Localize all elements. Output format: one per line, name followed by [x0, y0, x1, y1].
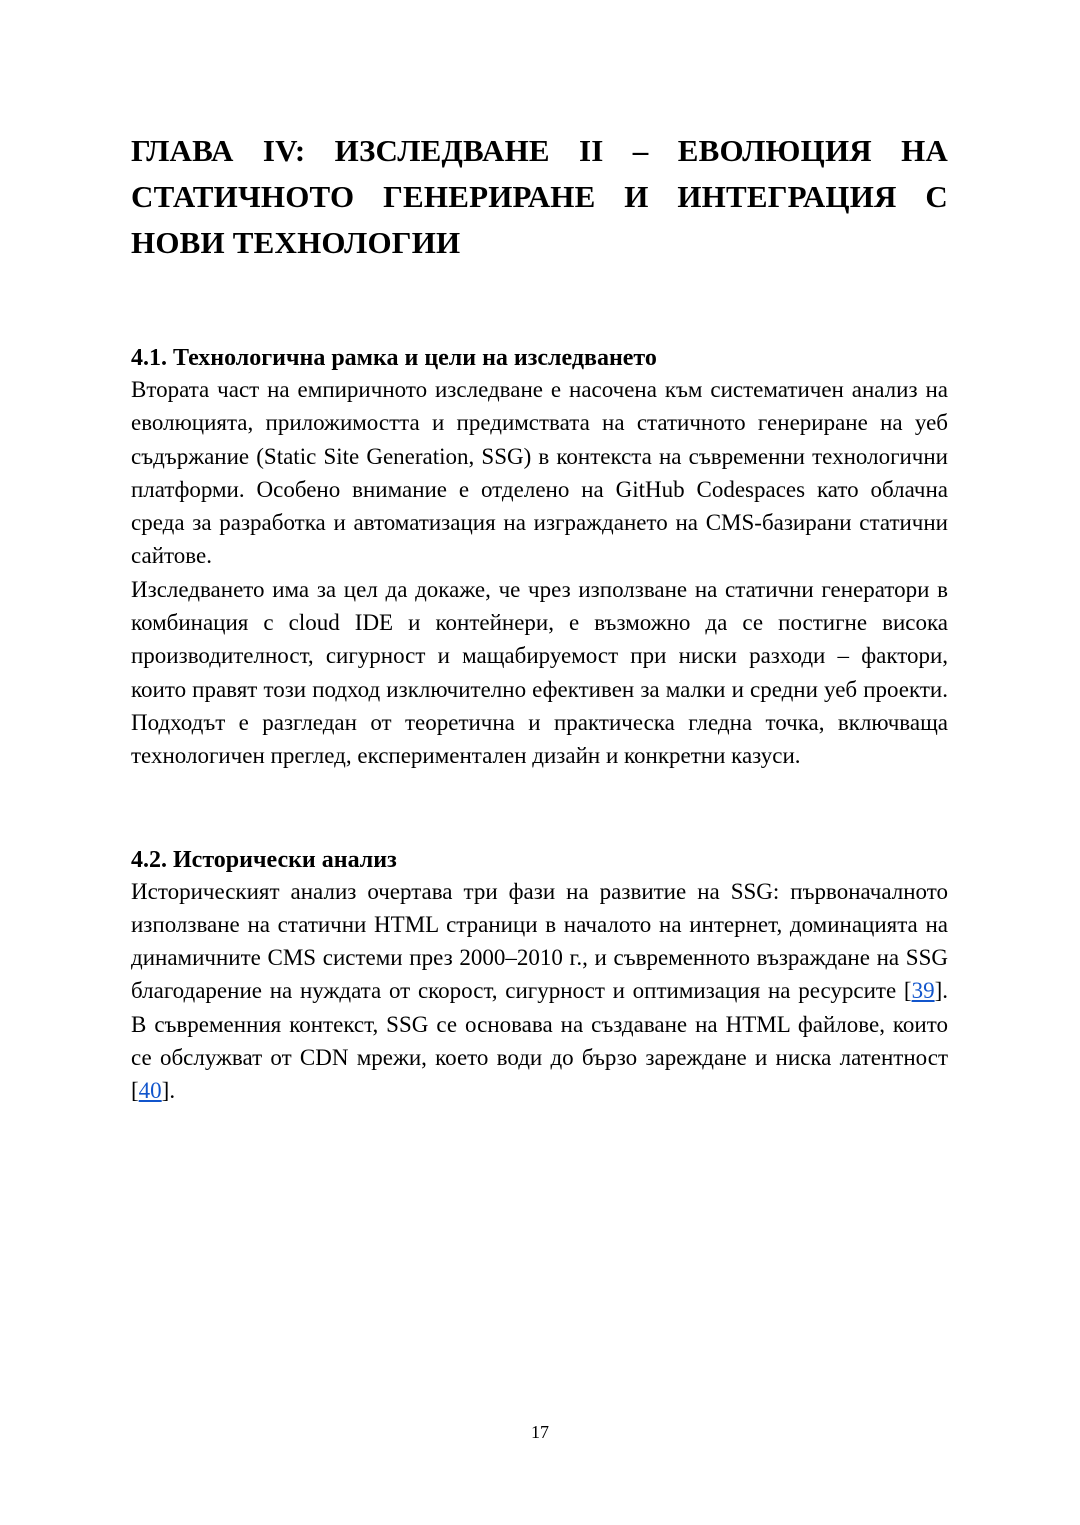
- chapter-title: ГЛАВА IV: ИЗСЛЕДВАНЕ II – ЕВОЛЮЦИЯ НА СТАТИЧНОТО ГЕНЕРИРАНЕ И ИНТЕГРАЦИЯ С НОВИ ТЕХНОЛОГИИ: [131, 133, 948, 260]
- page-number: 17: [531, 1422, 549, 1442]
- section-4-1-paragraph-2: Изследването има за цел да докаже, че чрез използване на статични генератори в комбинация с cloud IDE и контейнери, е възможно да се постигне висока производителност, сигурност и мащабируемост при ниски разходи – фактори, които правят този подход изключително ефективен за малки и средни уеб проекти. Подходът е разгледан от теоретична и практическа гледна точка, включваща технологичен преглед, експериментален дизайн и конкретни казуси.: [131, 576, 948, 769]
- section-4-1-heading: 4.1. Технологична рамка и цели на изследването: [131, 345, 657, 371]
- section-4-1-paragraph-1: Втората част на емпиричното изследване е насочена към систематичен анализ на еволюцията, приложимостта и предимствата на статичното генериране на уеб съдържание (Static Site Generation, SSG) в контекста на съвременни технологични платформи. Особено внимание е отделено на GitHub Codespaces като облачна среда за разработка и автоматизация на изграждането на CMS-базирани статични сайтове.: [131, 377, 948, 569]
- section-4-2-text-part-3: ].: [161, 1078, 176, 1104]
- section-4-2-text-part-2: ]. В съвременния контекст, SSG се основава на създаване на HTML файлове, които се обслужват от CDN мрежи, което води до бързо зареждане и ниска латентност [: [131, 978, 948, 1104]
- citation-link-39[interactable]: 39: [911, 978, 935, 1004]
- section-4-2-heading: 4.2. Исторически анализ: [131, 846, 397, 873]
- citation-link-40[interactable]: 40: [138, 1078, 162, 1104]
- section-4-2-text-part-1: Историческият анализ очертава три фази на развитие на SSG: първоначалното използване на статични HTML страници в началото на интернет, доминацията на динамичните CMS системи през 2000–2010 г., и съвременното възраждане на SSG благодарение на нуждата от скорост, сигурност и оптимизация на ресурсите [: [131, 878, 948, 1004]
- section-4-2-paragraph: [131, 875, 948, 1108]
- page-content: [131, 128, 948, 1108]
